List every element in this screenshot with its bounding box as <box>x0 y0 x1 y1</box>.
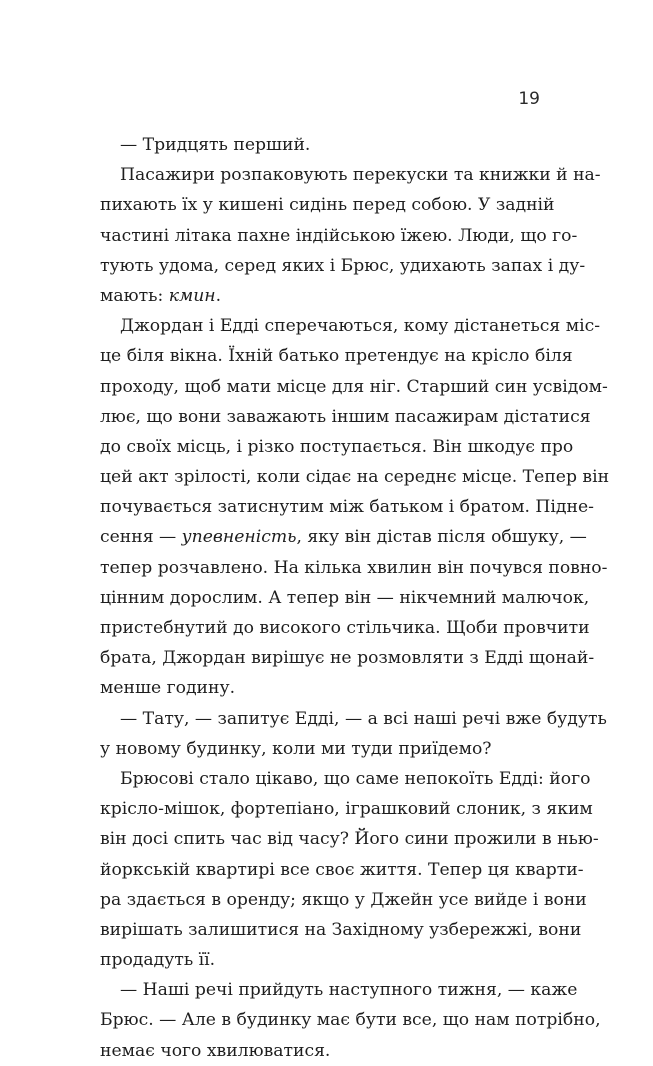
text-line: — Наші речі прийдуть наступного тижня, — каже <box>120 980 578 1001</box>
text-line: лює, що вони заважають іншим пасажирам дістатися <box>100 406 591 427</box>
text-line: ра здається в оренду; якщо у Джейн усе вийде і вони <box>100 889 587 910</box>
text-line-prefix: мають: <box>100 285 169 306</box>
text-line: йоркській квартирі все своє життя. Тепер ця кварти- <box>100 859 584 880</box>
text-line: частині літака пахне індійською їжею. Люди, що го- <box>100 225 578 246</box>
text-line: продадуть її. <box>100 950 216 971</box>
text-line: він досі спить час від часу? Його сини прожили в нью- <box>100 829 599 850</box>
text-line: у новому будинку, коли ми туди приїдемо? <box>100 738 492 759</box>
text-line <box>100 522 587 552</box>
text-line: до своїх місць, і різко поступається. Він шкодує про <box>100 436 574 457</box>
text-line: Джордан і Едді сперечаються, кому дістанеться міс- <box>120 316 600 337</box>
text-line: Брюсові стало цікаво, що саме непокоїть Едді: його <box>120 768 591 789</box>
text-line: тепер розчавлено. На кілька хвилин він почувся повно- <box>100 557 608 578</box>
emphasized-word: кмин <box>168 285 216 306</box>
text-line: пристебнутий до високого стільчика. Щоби провчити <box>100 618 590 638</box>
text-line: брата, Джордан вирішує не розмовляти з Едді щонай- <box>100 648 595 669</box>
text-line: крісло-мішок, фортепіано, іграшковий слоник, з яким <box>100 799 593 820</box>
text-line: проходу, щоб мати місце для ніг. Старший син усвідом- <box>100 376 608 397</box>
text-line: вирішать залишитися на Західному узбережжі, вони <box>100 919 582 940</box>
text-line: Брюс. — Але в будинку має бути все, що нам потрібно, <box>100 1010 601 1031</box>
text-line: менше годину. <box>100 678 236 699</box>
text-line-suffix: , яку він дістав після обшуку, — <box>296 527 587 548</box>
text-line: немає чого хвилюватися. <box>100 1040 331 1061</box>
text-line: тують удома, серед яких і Брюс, удихають запах і ду- <box>100 255 586 276</box>
text-line: — Тату, — запитує Едді, — а всі наші речі вже будуть <box>120 708 607 729</box>
text-line: це біля вікна. Їхній батько претендує на крісло біля <box>100 346 573 367</box>
body-text <box>100 130 610 1066</box>
text-line: — Тридцять перший. <box>120 135 311 155</box>
text-line: почувається затиснутим між батьком і братом. Підне- <box>100 497 594 518</box>
text-line-prefix: сення — <box>100 527 182 548</box>
emphasized-word: упевненість <box>181 527 297 548</box>
text-line: пихають їх у кишені сидінь перед собою. У задній <box>100 195 555 216</box>
text-line <box>100 281 544 311</box>
text-line: цінним дорослим. А тепер він — нікчемний малючок, <box>100 587 590 608</box>
page-number: 19 <box>518 89 540 109</box>
text-line: Пасажири розпаковують перекуски та книжки й на- <box>120 165 601 186</box>
text-line-suffix: . <box>215 285 222 306</box>
text-line: цей акт зрілості, коли сідає на середнє місце. Тепер він <box>100 467 610 488</box>
